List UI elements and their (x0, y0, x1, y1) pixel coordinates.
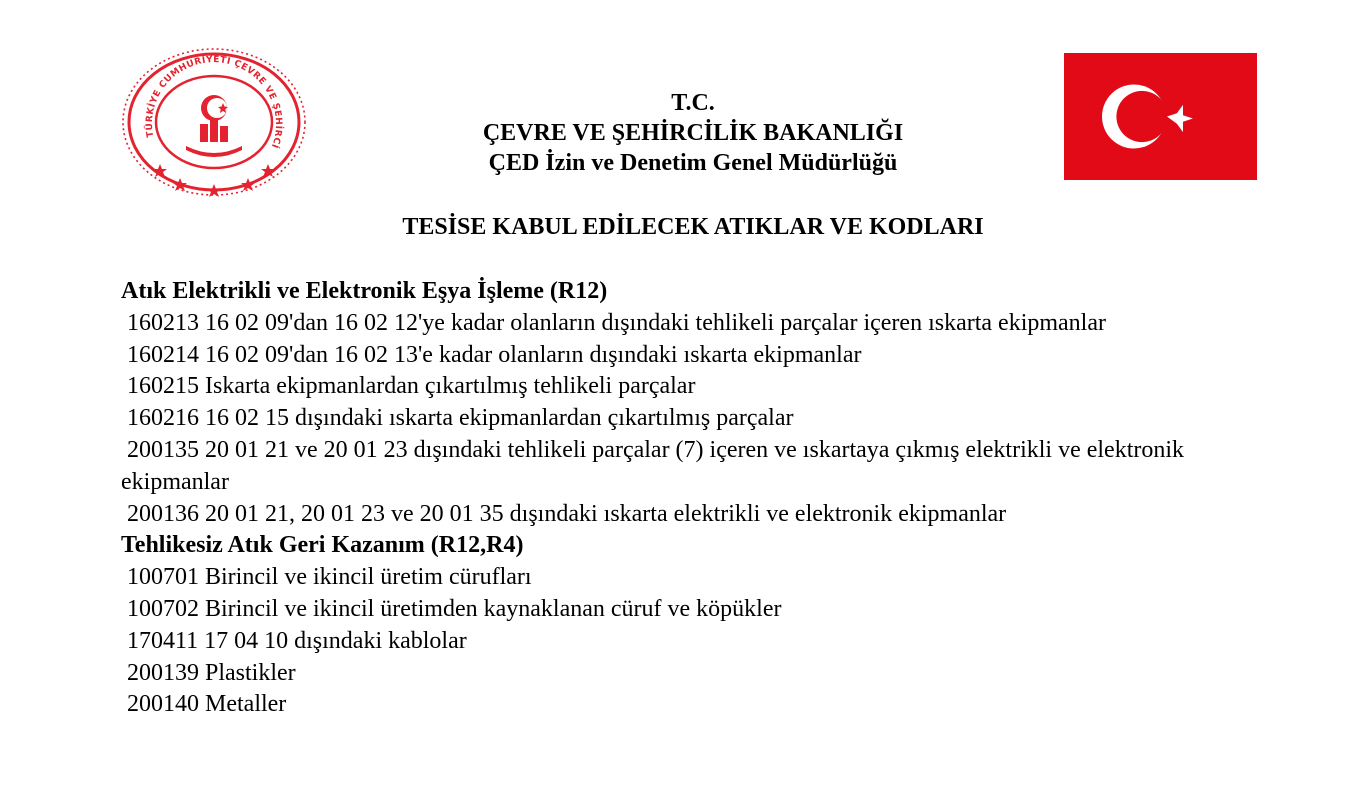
waste-description: Iskarta ekipmanlardan çıkartılmış tehlikeli parçalar (205, 373, 696, 400)
list-item (121, 435, 1246, 499)
waste-code: 100702 (127, 595, 199, 622)
waste-code: 160213 (127, 309, 199, 336)
waste-description: 16 02 15 dışındaki ıskarta ekipmanlardan çıkartılmış parçalar (205, 405, 794, 432)
header-line-tc: T.C. (671, 90, 715, 116)
header-line-directorate: ÇED İzin ve Denetim Genel Müdürlüğü (488, 150, 898, 176)
list-item (121, 626, 1246, 658)
waste-description: 20 01 21 ve 20 01 23 dışındaki tehlikeli parçalar (7) içeren ve ıskartaya çıkmış elektrikli ve elektronik ekipmanlar (121, 436, 1185, 495)
list-item (121, 499, 1246, 531)
waste-description: Birincil ve ikincil üretimden kaynaklanan cüruf ve köpükler (205, 595, 782, 622)
waste-description: Plastikler (205, 659, 296, 686)
list-item (121, 308, 1246, 340)
ministry-seal-icon (120, 46, 308, 198)
waste-description: 16 02 09'dan 16 02 13'e kadar olanların dışındaki ıskarta ekipmanlar (205, 341, 862, 368)
section-non-hazardous (121, 530, 1246, 721)
waste-code: 200135 (127, 436, 199, 463)
seal-ring-text: TÜRKİYE CUMHURİYETİ ÇEVRE VE ŞEHİRCİ (144, 55, 284, 150)
waste-code: 160216 (127, 405, 199, 432)
waste-code: 160214 (127, 341, 199, 368)
turkish-flag (1064, 53, 1257, 180)
list-item (121, 594, 1246, 626)
waste-code: 160215 (127, 373, 199, 400)
waste-description: 17 04 10 dışındaki kablolar (204, 627, 467, 654)
waste-code: 200136 (127, 500, 199, 527)
waste-code: 200140 (127, 691, 199, 718)
waste-description: 20 01 21, 20 01 23 ve 20 01 35 dışındaki ıskarta elektrikli ve elektronik ekipmanlar (205, 500, 1007, 527)
list-item (121, 689, 1246, 721)
waste-description: 16 02 09'dan 16 02 12'ye kadar olanların dışındaki tehlikeli parçalar içeren ıskarta ekipmanlar (205, 309, 1106, 336)
header-line-ministry: ÇEVRE VE ŞEHİRCİLİK BAKANLIĞI (482, 120, 904, 146)
list-item (121, 562, 1246, 594)
waste-description: Metaller (205, 691, 287, 718)
waste-code: 100701 (127, 564, 199, 591)
section-heading: Tehlikesiz Atık Geri Kazanım (R12,R4) (121, 532, 524, 559)
list-item (121, 658, 1246, 690)
document-title: TESİSE KABUL EDİLECEK ATIKLAR VE KODLARI (402, 214, 984, 240)
waste-code: 170411 (127, 627, 199, 654)
list-item (121, 371, 1246, 403)
waste-code: 200139 (127, 659, 199, 686)
ministry-header (400, 88, 986, 178)
list-item (121, 403, 1246, 435)
list-item (121, 340, 1246, 372)
ministry-seal-logo (120, 46, 308, 198)
waste-description: Birincil ve ikincil üretim cürufları (205, 564, 532, 591)
turkish-flag-icon (1064, 53, 1257, 180)
waste-code-list (121, 276, 1246, 721)
section-heading: Atık Elektrikli ve Elektronik Eşya İşleme (R12) (121, 278, 608, 304)
section-eee (121, 276, 1246, 530)
